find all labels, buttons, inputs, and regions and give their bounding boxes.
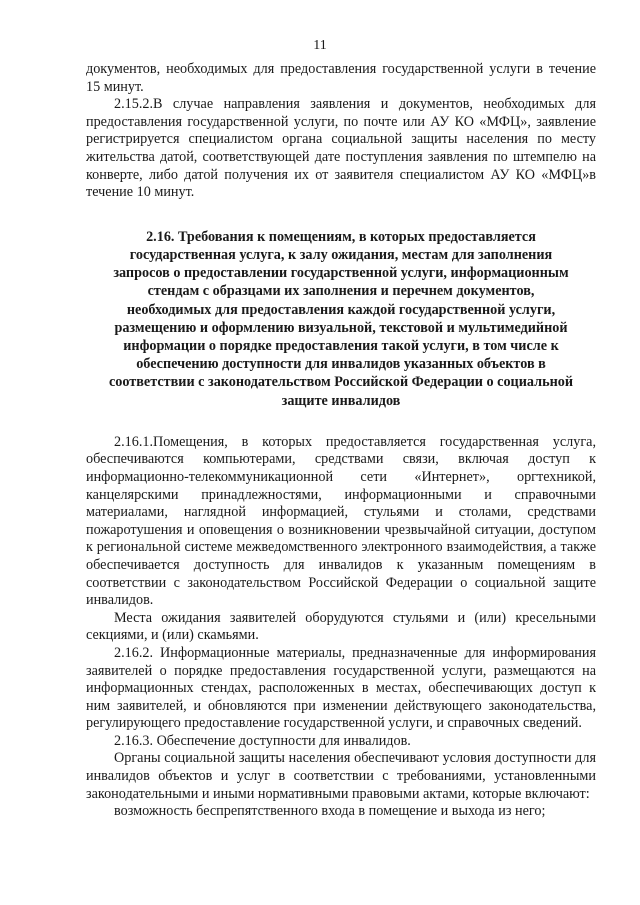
paragraph-2-16-2: 2.16.2. Информационные материалы, предназначенные для информирования заявителей о порядке предоставления государственной услуги, размещаются на информационных стендах, расположенных в местах, обеспечивающих доступ к ним заявителей, и обновляются при изменении действующего законодательства, регулирующего предоставление государственной услуги, и справочных сведений. (86, 644, 596, 732)
paragraph-continuation: документов, необходимых для предоставления государственной услуги в течение 15 минут. (86, 61, 596, 95)
heading-line: государственная услуга, к залу ожидания, местам для заполнения (129, 246, 553, 263)
heading-line: защите инвалидов (281, 392, 401, 409)
paragraph-2-15-2: 2.15.2.В случае направления заявления и документов, необходимых для предоставления государственной услуги, по почте или АУ КО «МФЦ», заявление регистрируется специалистом органа социальной защиты населения по месту жительства датой, соответствующей дате поступления заявления по штемпелю на конверте, либо датой получения их от заявителя специалистом АУ КО «МФЦ»в течение 10 минут. (86, 96, 596, 201)
heading-line: запросов о предоставлении государственной услуги, информационным (113, 265, 569, 282)
paragraph-2-16-3: 2.16.3. Обеспечение доступности для инвалидов. (114, 732, 411, 749)
document-body (86, 61, 596, 821)
heading-line: соответствии с законодательством Российской Федерации о социальной (108, 374, 574, 391)
heading-line: 2.16. Требования к помещениям, в которых предоставляется (146, 228, 536, 245)
paragraph-waiting-areas: Места ожидания заявителей оборудуются стульями и (или) кресельными секциями, и (или) скамьями. (86, 609, 596, 644)
paragraph-2-16-1: 2.16.1.Помещения, в которых предоставляется государственная услуга, обеспечиваются компьютерами, средствами связи, включая доступ к информационно-телекоммуникационной сети «Интернет», оргтехникой, канцелярскими принадлежностями, информационными и справочными материалами, наглядной информацией, стульями и столами, средствами пожаротушения и оповещения о возникновении чрезвычайной ситуации, доступом к региональной системе межведомственного электронного взаимодействия, а также обеспечивается доступность для инвалидов к указанным помещениям в соответствии с законодательством Российской Федерации о социальной защите инвалидов. (86, 433, 596, 609)
paragraph-accessibility-conditions: Органы социальной защиты населения обеспечивают условия доступности для инвалидов объектов и услуг в соответствии с требованиями, установленными законодательными и иными нормативными правовыми актами, которые включают: (86, 750, 596, 802)
heading-line: обеспечению доступности для инвалидов указанных объектов в (136, 356, 546, 373)
heading-line: информации о порядке предоставления такой услуги, в том числе к (123, 337, 559, 354)
page-number: 11 (313, 38, 327, 53)
heading-line: необходимых для предоставления каждой государственной услуги, (126, 301, 556, 318)
section-heading-2-16 (86, 228, 596, 410)
heading-line: стендам с образцами их заполнения и перечнем документов, (147, 283, 535, 300)
heading-line: размещению и оформлению визуальной, текстовой и мультимедийной (114, 319, 568, 336)
paragraph-unobstructed-entry: возможность беспрепятственного входа в помещение и выхода из него; (114, 803, 546, 820)
